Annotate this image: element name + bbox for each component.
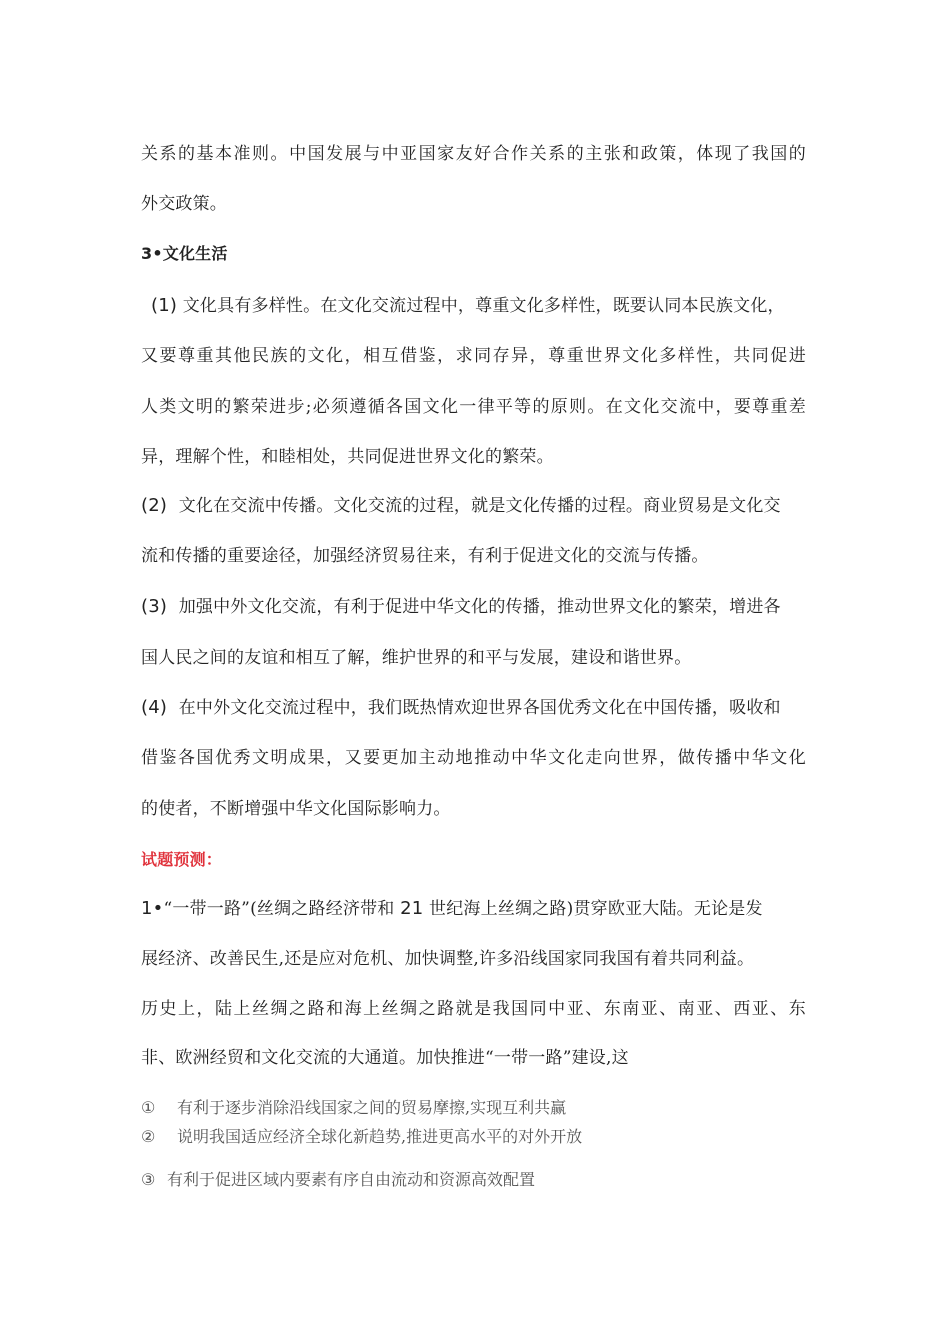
text-span: 21 xyxy=(400,898,424,919)
text-line: 借鉴各国优秀文明成果，又要更加主动地推动中华文化走向世界，做传播中华文化 xyxy=(141,748,806,768)
option-mark: ② xyxy=(141,1127,156,1146)
paragraph-3-line xyxy=(141,596,821,618)
section-heading: 3•文化生活 xyxy=(141,244,228,263)
option-text: 说明我国适应经济全球化新趋势,推进更高水平的对外开放 xyxy=(177,1127,583,1146)
text-line: 又要尊重其他民族的文化，相互借鉴，求同存异，尊重世界文化多样性，共同促进 xyxy=(141,346,806,366)
text-line: 历史上，陆上丝绸之路和海上丝绸之路就是我国同中亚、东南亚、南亚、西亚、东 xyxy=(141,999,806,1019)
text-span: 在中外文化交流过程中，我们既热情欢迎世界各国优秀文化在中国传播，吸收和 xyxy=(178,698,781,718)
text-span: 加强中外文化交流，有利于促进中华文化的传播，推动世界文化的繁荣，增进各 xyxy=(178,597,781,617)
text-line: 的使者，不断增强中华文化国际影响力。 xyxy=(141,799,451,819)
text-line: 流和传播的重要途径，加强经济贸易往来，有利于促进文化的交流与传播。 xyxy=(141,546,709,566)
text-span: 世纪海上丝绸之路)贯穿欧亚大陆。无论是发 xyxy=(429,899,763,919)
text-span: “一带一路”(丝绸之路经济带和 xyxy=(163,899,395,919)
text-line: 人类文明的繁荣进步;必须遵循各国文化一律平等的原则。在文化交流中，要尊重差 xyxy=(141,397,806,417)
text-line: 异，理解个性，和睦相处，共同促进世界文化的繁荣。 xyxy=(141,447,554,467)
item-number: (1) xyxy=(151,295,178,316)
text-span: 文化具有多样性。在文化交流过程中，尊重文化多样性，既要认同本民族文化， xyxy=(182,296,785,316)
text-span: 文化在交流中传播。文化交流的过程，就是文化传播的过程。商业贸易是文化交 xyxy=(178,496,781,516)
paragraph-1-line xyxy=(151,295,831,317)
question-1-line xyxy=(141,898,821,920)
text-line: 国人民之间的友谊和相互了解，维护世界的和平与发展，建设和谐世界。 xyxy=(141,648,692,668)
item-number: (4) xyxy=(141,697,168,718)
text-line: 展经济、改善民生,还是应对危机、加快调整,许多沿线国家同我国有着共同利益。 xyxy=(141,949,755,969)
option-mark: ① xyxy=(141,1098,156,1117)
text-line: 非、欧洲经贸和文化交流的大通道。加快推进“一带一路”建设,这 xyxy=(141,1048,629,1068)
option-2 xyxy=(141,1126,582,1148)
text-line: 关系的基本准则。中国发展与中亚国家友好合作关系的主张和政策，体现了我国的 xyxy=(141,144,806,164)
option-mark: ③ xyxy=(141,1170,156,1189)
option-3 xyxy=(141,1169,535,1191)
option-text: 有利于逐步消除沿线国家之间的贸易摩擦,实现互利共赢 xyxy=(177,1098,567,1117)
option-1 xyxy=(141,1097,566,1119)
item-number: (3) xyxy=(141,596,168,617)
paragraph-2-line xyxy=(141,495,821,517)
option-text: 有利于促进区域内要素有序自由流动和资源高效配置 xyxy=(167,1170,536,1189)
question-number: 1• xyxy=(141,898,164,919)
exam-heading: 试题预测： xyxy=(141,850,223,869)
item-number: (2) xyxy=(141,495,168,516)
paragraph-4-line xyxy=(141,697,821,719)
text-line: 外交政策。 xyxy=(141,194,227,214)
